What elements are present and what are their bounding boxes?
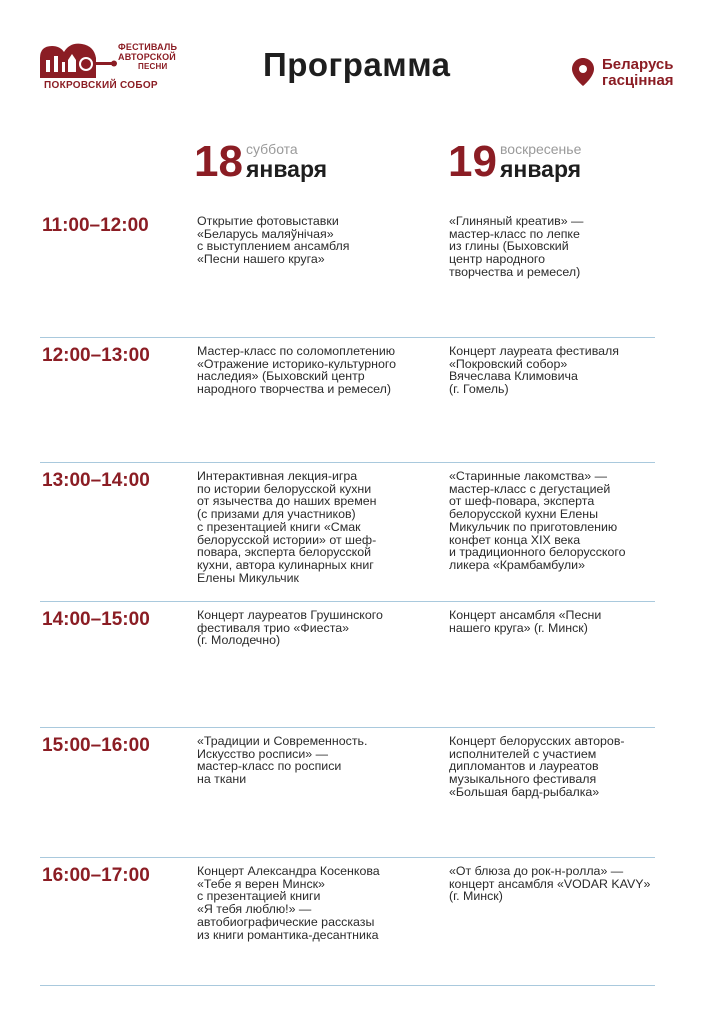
row-divider (40, 337, 655, 338)
time-slot: 11:00–12:00 (42, 215, 149, 236)
logo-text-line-1: ФЕСТИВАЛЬ (118, 42, 178, 52)
location-line-2: гасціннaя (602, 72, 674, 89)
logo-subtitle: ПОКРОВСКИЙ СОБОР (44, 80, 158, 91)
event-day-1: Концерт Александра Косенкова «Тебе я верен Минск» с презентацией книги «Я тебя люблю!» — автобиографические рассказы из книги романтика-десантника (197, 864, 380, 942)
event-day-1: Мастер-класс по соломоплетению «Отражение историко-культурного наследия» (Быховский центр народного творчества и ремесел) (197, 344, 397, 397)
map-pin-icon (572, 58, 594, 86)
day-month: января (246, 156, 328, 182)
time-slot: 15:00–16:00 (42, 735, 150, 756)
event-day-2: «Глиняный креатив» — мастер-класс по лепке из глины (Быховский центр народного творчества и ремесел) (449, 214, 584, 279)
event-day-2: Концерт лауреата фестиваля «Покровский собор» Вячеслава Климовича (г. Гомель) (449, 344, 619, 397)
time-slot: 13:00–14:00 (42, 470, 150, 491)
time-slot: 14:00–15:00 (42, 609, 150, 630)
row-divider (40, 985, 655, 986)
location-line-1: Беларусь (602, 56, 674, 73)
event-day-1: Концерт лауреатов Грушинского фестиваля трио «Фиеста» (г. Молодечно) (197, 608, 383, 648)
event-day-2: «От блюза до рок-н-ролла» — концерт ансамбля «VODAR KAVY» (г. Минск) (449, 864, 651, 904)
row-divider (40, 857, 655, 858)
event-day-1: Открытие фотовыставки «Беларусь маляўнічая» с выступлением ансамбля «Песни нашего круга» (197, 214, 350, 267)
row-divider (40, 462, 655, 463)
time-slot: 12:00–13:00 (42, 345, 150, 366)
event-day-2: «Старинные лакомства» — мастер-класс с дегустацией от шеф-повара, эксперта белорусской кухни Елены Микульчик по приготовлению конфет конца XIX века и традиционного белорусского ликера «Крамбамбули» (449, 469, 626, 572)
day-weekday: суббота (246, 141, 298, 157)
day-number: 18 (194, 137, 243, 186)
logo-text-line-3: ПЕСНИ (138, 62, 168, 71)
day-number: 19 (448, 137, 497, 186)
logo-text-line-2: АВТОРСКОЙ (118, 52, 176, 62)
festival-emblem-icon (38, 40, 118, 80)
row-divider (40, 601, 655, 602)
festival-logo (38, 40, 188, 92)
time-slot: 16:00–17:00 (42, 865, 150, 886)
event-day-1: «Традиции и Современность. Искусство росписи» — мастер-класс по росписи на ткани (197, 734, 368, 787)
day-weekday: воскресенье (500, 141, 582, 157)
event-day-1: Интерактивная лекция-игра по истории белорусской кухни от язычества до наших времен (с призами для участников) с презентацией книги «Смак белорусской истории» от шеф- повара, эксперта белорусской кухни, автора кулинарных книг Елены Микульчик (197, 469, 377, 585)
row-divider (40, 727, 655, 728)
event-day-2: Концерт белорусских авторов- исполнителей с участием дипломантов и лауреатов музыкального фестиваля «Большая бард-рыбалка» (449, 734, 625, 799)
location-badge (572, 56, 674, 91)
page-title: Программа (263, 46, 451, 83)
day-month: января (500, 156, 582, 182)
event-day-2: Концерт ансамбля «Песни нашего круга» (г. Минск) (449, 608, 602, 635)
